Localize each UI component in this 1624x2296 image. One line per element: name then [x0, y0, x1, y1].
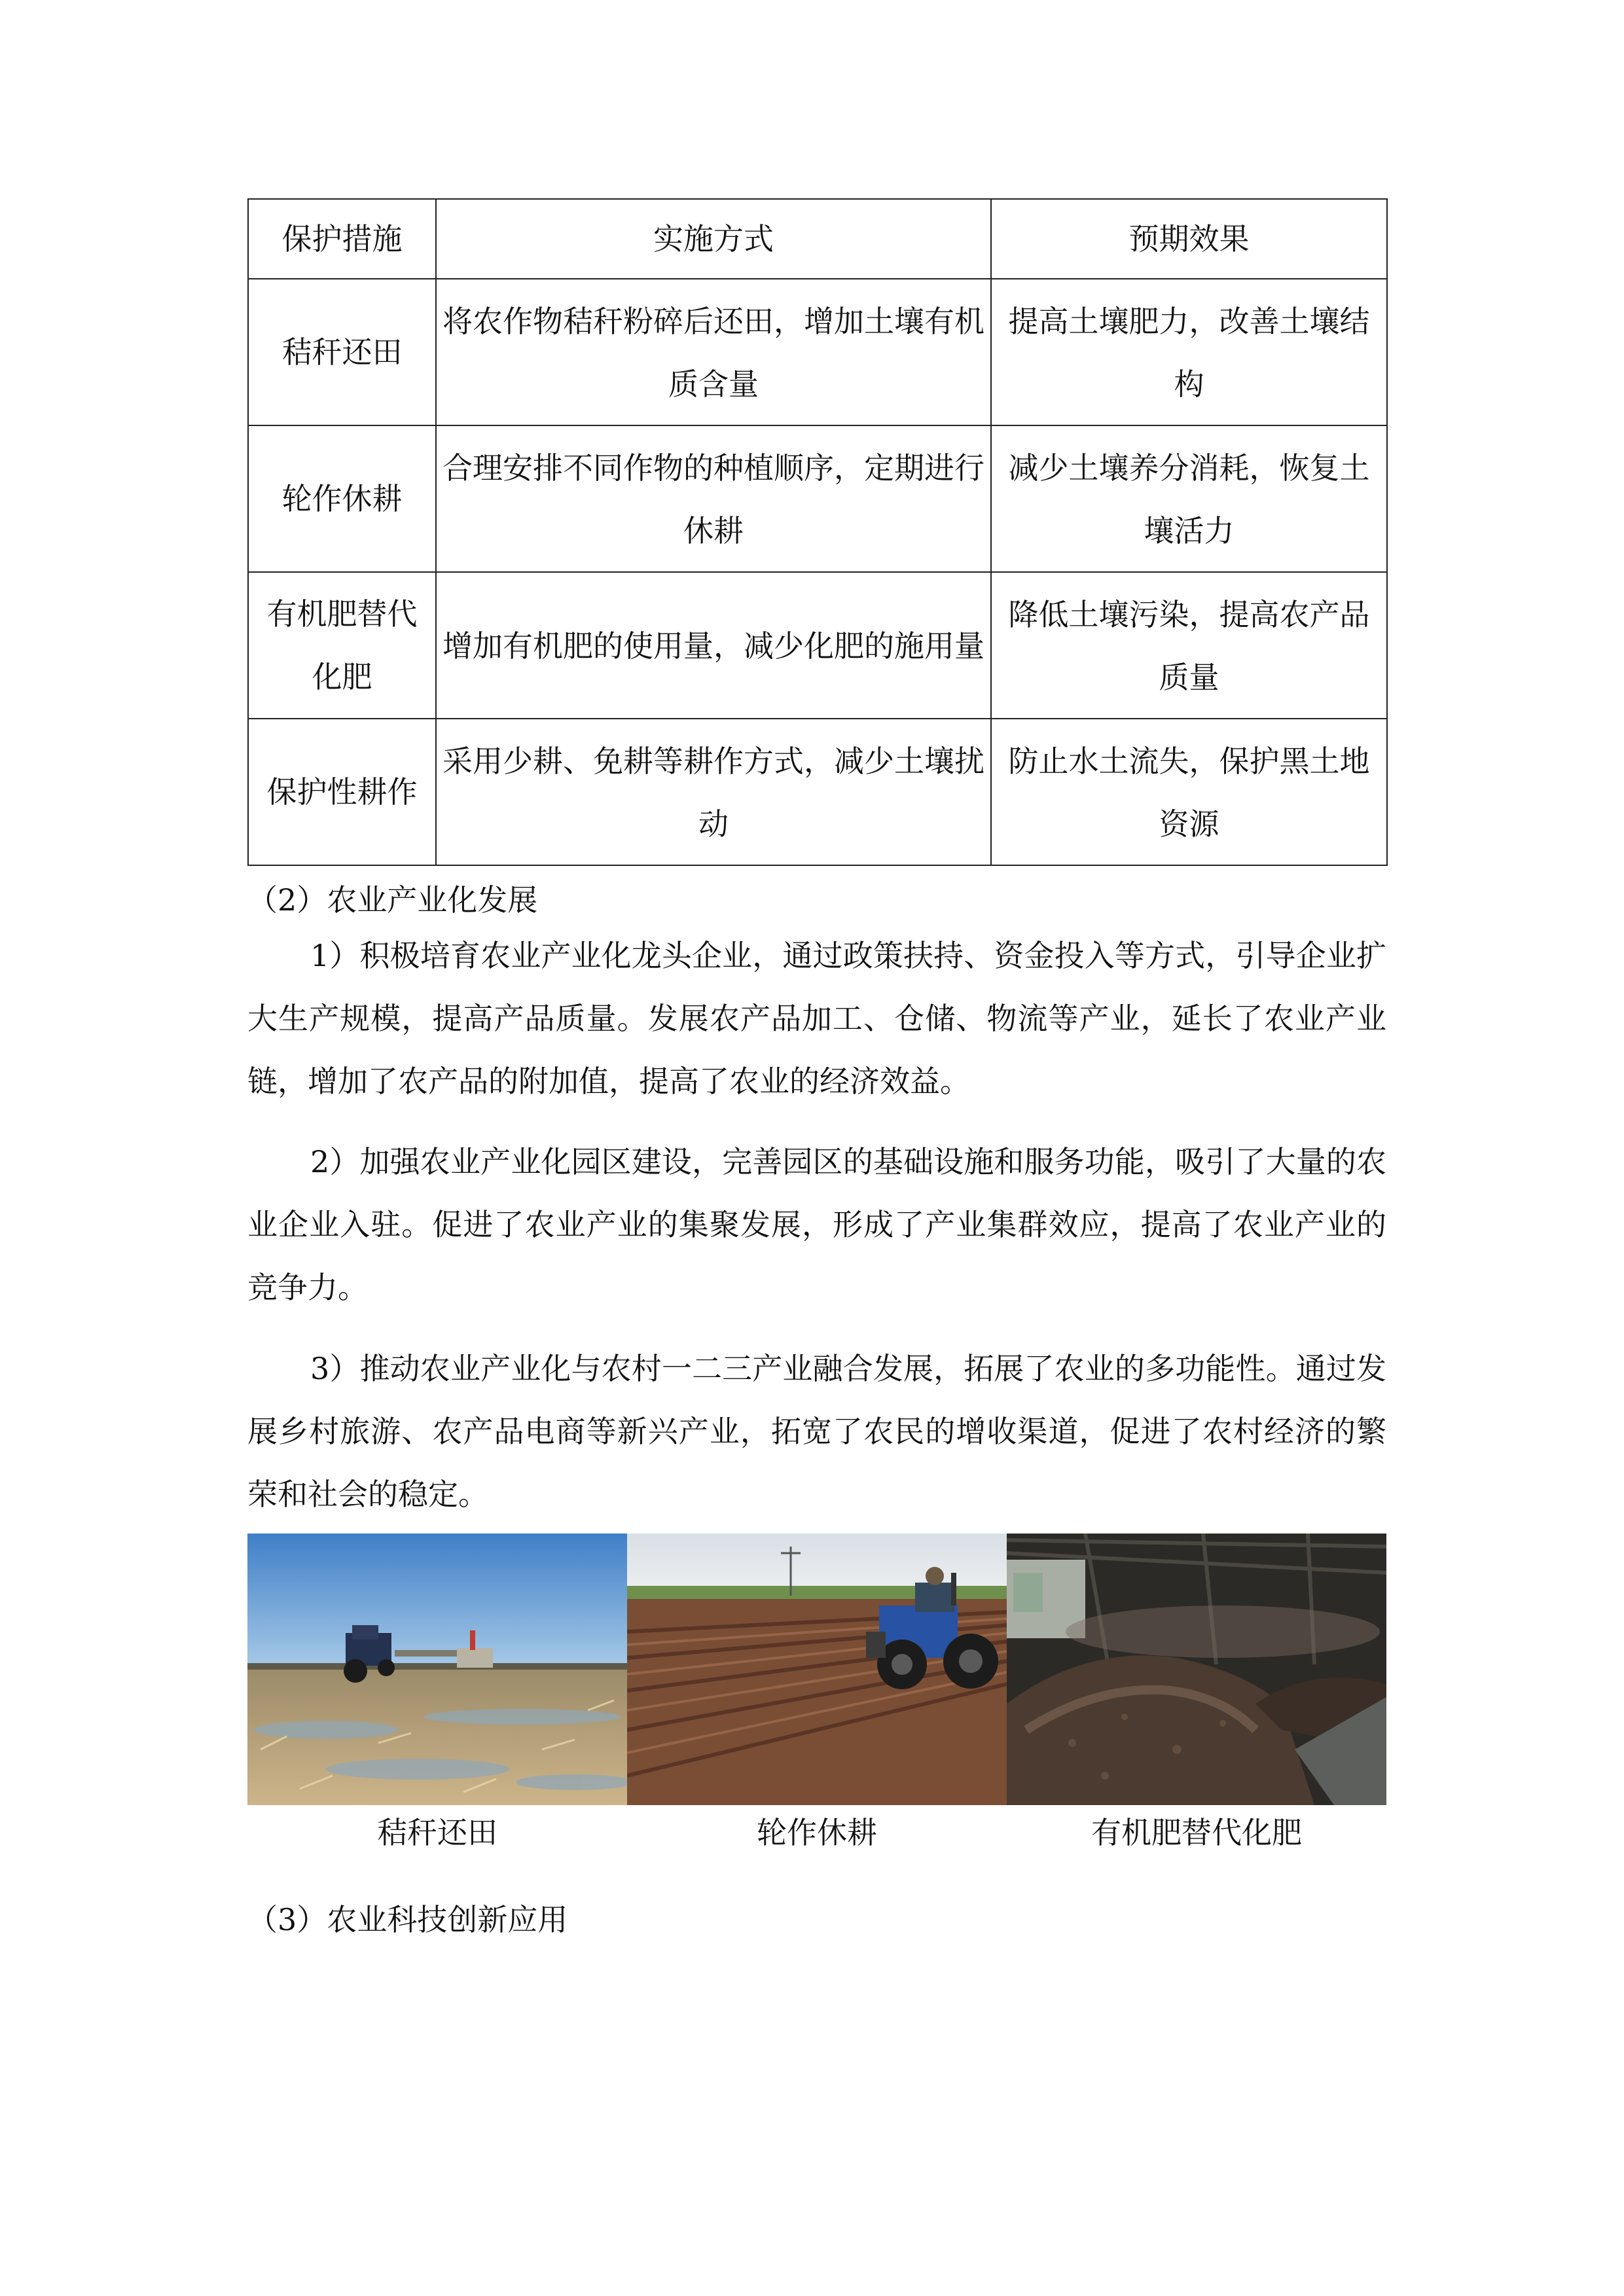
- measure-cell: 有机肥替代化肥: [248, 572, 436, 719]
- effect-cell: 减少土壤养分消耗，恢复土壤活力: [991, 425, 1387, 572]
- body-paragraph: 1）积极培育农业产业化龙头企业，通过政策扶持、资金投入等方式，引导企业扩大生产规模，提高产品质量。发展农产品加工、仓储、物流等产业，延长了农业产业链，增加了农产品的附加值，提高了农业的经济效益。: [247, 938, 1386, 1099]
- method-cell: 采用少耕、免耕等耕作方式，减少土壤扰动: [436, 719, 991, 865]
- table-row: [248, 425, 1387, 572]
- photo-caption: 轮作休耕: [757, 1815, 877, 1850]
- table-row: [248, 572, 1387, 719]
- body-paragraph: 2）加强农业产业化园区建设，完善园区的基础设施和服务功能，吸引了大量的农业企业入驻。促进了农业产业的集聚发展，形成了产业集群效应，提高了农业产业的竞争力。: [247, 1144, 1386, 1305]
- protection-measures-table: [247, 198, 1388, 866]
- photo-caption: 秸秆还田: [377, 1815, 497, 1850]
- measure-cell: 保护性耕作: [248, 719, 436, 865]
- body-paragraph: 3）推动农业产业化与农村一二三产业融合发展，拓展了农业的多功能性。通过发展乡村旅游、农产品电商等新兴产业，拓宽了农民的增收渠道，促进了农村经济的繁荣和社会的稳定。: [247, 1351, 1386, 1512]
- effect-cell: 降低土壤污染，提高农产品质量: [991, 572, 1387, 719]
- compost-photo: [1007, 1534, 1386, 1805]
- photo-caption: 有机肥替代化肥: [1091, 1815, 1302, 1850]
- method-cell: 合理安排不同作物的种植顺序，定期进行休耕: [436, 425, 991, 572]
- straw-field-photo: [247, 1534, 627, 1805]
- photo-captions: [247, 1810, 1386, 1856]
- photo-strip: [247, 1534, 1386, 1805]
- effect-cell: 提高土壤肥力，改善土壤结构: [991, 279, 1387, 425]
- measure-cell: 轮作休耕: [248, 425, 436, 572]
- measure-cell: 秸秆还田: [248, 279, 436, 425]
- tractor-field-photo: [627, 1534, 1007, 1805]
- section-heading: （2）农业产业化发展: [247, 882, 538, 918]
- table-row: [248, 279, 1387, 425]
- table-header-row: [248, 199, 1387, 279]
- effect-cell: 防止水土流失，保护黑土地资源: [991, 719, 1387, 865]
- table-header-cell: 实施方式: [436, 199, 991, 279]
- method-cell: 增加有机肥的使用量，减少化肥的施用量: [436, 572, 991, 719]
- method-cell: 将农作物秸秆粉碎后还田，增加土壤有机质含量: [436, 279, 991, 425]
- section-heading: （3）农业科技创新应用: [247, 1902, 568, 1937]
- table-header-cell: 预期效果: [991, 199, 1387, 279]
- table-row: [248, 719, 1387, 865]
- table-header-cell: 保护措施: [248, 199, 436, 279]
